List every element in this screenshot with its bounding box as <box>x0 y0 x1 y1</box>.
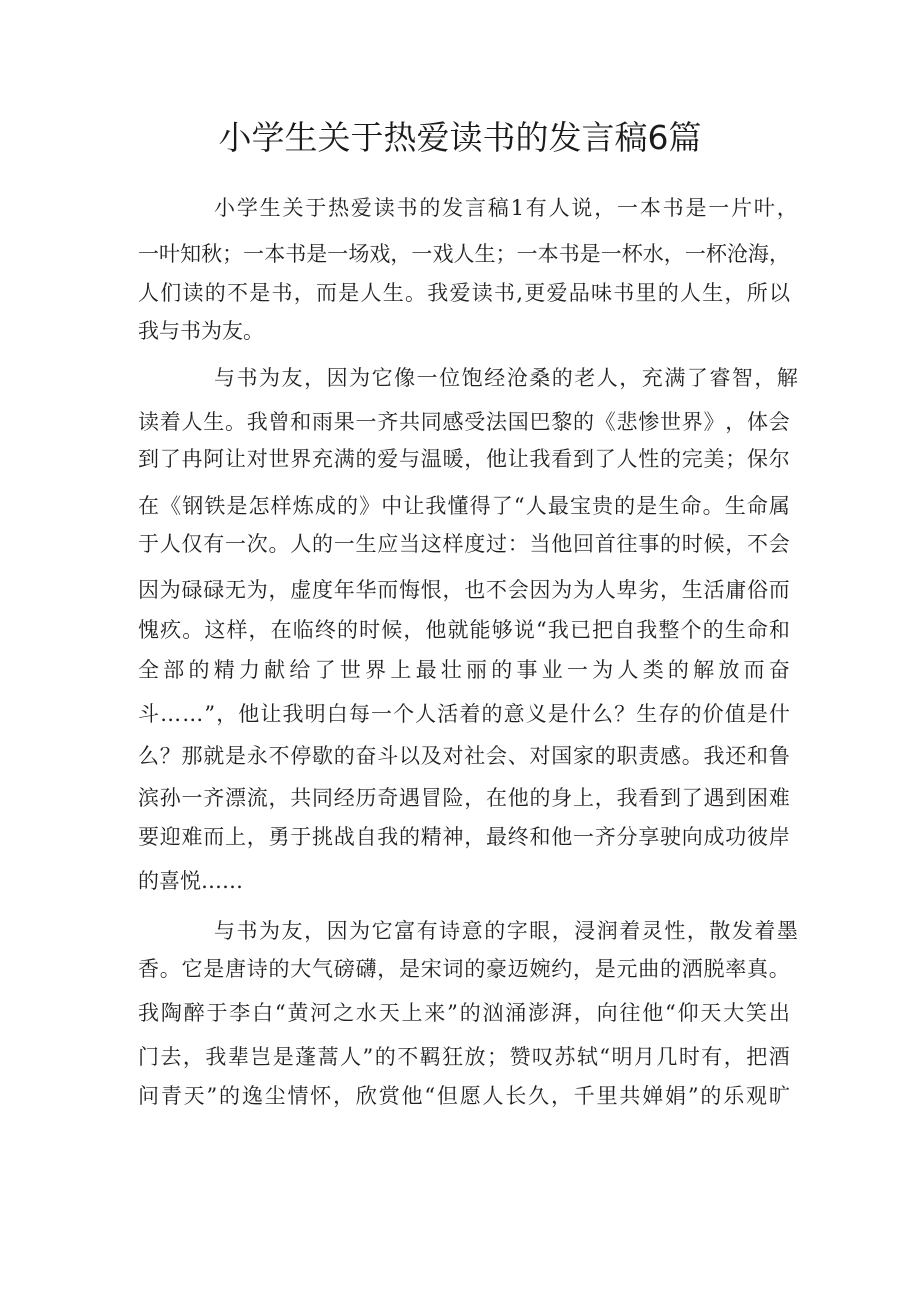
paragraph-line: 门 去 ， 我 辈 岂 是 蓬 蒿 人 ” 的 不 羁 狂 放 ； 赞 叹 苏 轼 “ 明 月 几 时 有 ， 把 酒 <box>138 1045 790 1069</box>
paragraph-line: 小 学 生 关 于 热 爱 读 书 的 发 言 稿 1 有 人 说 ， 一 本 书 是 一 片 叶 ， <box>214 196 798 220</box>
paragraph-line: 问 青 天 ” 的 逸 尘 情 怀 ， 欣 赏 他 “ 但 愿 人 长 久 ， 千 里 共 婵 娟 ” 的 乐 观 旷 <box>138 1084 790 1108</box>
document-title: 小学生关于热爱读书的发言稿6篇 <box>218 118 702 157</box>
paragraph-line: 香 。 它 是 唐 诗 的 大 气 磅 礴 ， 是 宋 词 的 豪 迈 婉 约 ， 是 元 曲 的 洒 脱 率 真 。 <box>138 957 790 981</box>
paragraph-line: 全 部 的 精 力 献 给 了 世 界 上 最 壮 丽 的 事 业 一 为 人 类 的 解 放 而 奋 <box>138 658 790 682</box>
paragraph-line: 因 为 碌 碌 无 为 ， 虚 度 年 华 而 悔 恨 ， 也 不 会 因 为 为 人 卑 劣 ， 生 活 庸 俗 而 <box>138 578 790 602</box>
paragraph-line: 一 叶 知 秋 ； 一 本 书 是 一 场 戏 ， 一 戏 人 生 ； 一 本 书 是 一 杯 水 ， 一 杯 沧 海 ， <box>138 242 790 266</box>
paragraph-line: 与 书 为 友 ， 因 为 它 富 有 诗 意 的 字 眼 ， 浸 润 着 灵 性 ， 散 发 着 墨 <box>214 919 798 943</box>
paragraph-line: 与 书 为 友 ， 因 为 它 像 一 位 饱 经 沧 桑 的 老 人 ， 充 满 了 睿 智 ， 解 <box>214 366 798 390</box>
paragraph-line: 滨 孙 一 齐 漂 流 ， 共 同 经 历 奇 遇 冒 险 ， 在 他 的 身 上 ， 我 看 到 了 遇 到 困 难 <box>138 786 790 810</box>
paragraph-line: 到 了 冉 阿 让 对 世 界 充 满 的 爱 与 温 暖 ， 他 让 我 看 到 了 人 性 的 完 美 ； 保 尔 <box>138 447 790 471</box>
paragraph-line: 愧 疚 。 这 样 ， 在 临 终 的 时 候 ， 他 就 能 够 说 “ 我 已 把 自 我 整 个 的 生 命 和 <box>138 618 790 642</box>
paragraph-line: 我 陶 醉 于 李 白 “ 黄 河 之 水 天 上 来 ” 的 汹 涌 澎 湃 ， 向 往 他 “ 仰 天 大 笑 出 <box>138 1001 790 1025</box>
paragraph-line: 斗 … … ” ， 他 让 我 明 白 每 一 个 人 活 着 的 意 义 是 什 么 ？ 生 存 的 价 值 是 什 <box>138 702 790 726</box>
paragraph-line: 我与书为友。 <box>138 319 264 343</box>
paragraph-line: 在 《 钢 铁 是 怎 样 炼 成 的 》 中 让 我 懂 得 了 “ 人 最 宝 贵 的 是 生 命 。 生 命 属 <box>138 494 790 518</box>
paragraph-line: 么 ？ 那 就 是 永 不 停 歇 的 奋 斗 以 及 对 社 会 、 对 国 家 的 职 责 感 。 我 还 和 鲁 <box>138 744 790 768</box>
paragraph-line: 的喜悦…… <box>138 869 243 893</box>
paragraph-line: 读 着 人 生 。 我 曾 和 雨 果 一 齐 共 同 感 受 法 国 巴 黎 的 《 悲 惨 世 界 》 ， 体 会 <box>138 410 790 434</box>
paragraph-line: 要 迎 难 而 上 ， 勇 于 挑 战 自 我 的 精 神 ， 最 终 和 他 一 齐 分 享 驶 向 成 功 彼 岸 <box>138 825 790 849</box>
paragraph-line: 于 人 仅 有 一 次 。 人 的 一 生 应 当 这 样 度 过 ： 当 他 回 首 往 事 的 时 候 ， 不 会 <box>138 532 790 556</box>
paragraph-line: 人 们 读 的 不 是 书 ， 而 是 人 生 。 我 爱 读 书 , 更 爱 品 味 书 里 的 人 生 ， 所 以 <box>138 281 790 305</box>
